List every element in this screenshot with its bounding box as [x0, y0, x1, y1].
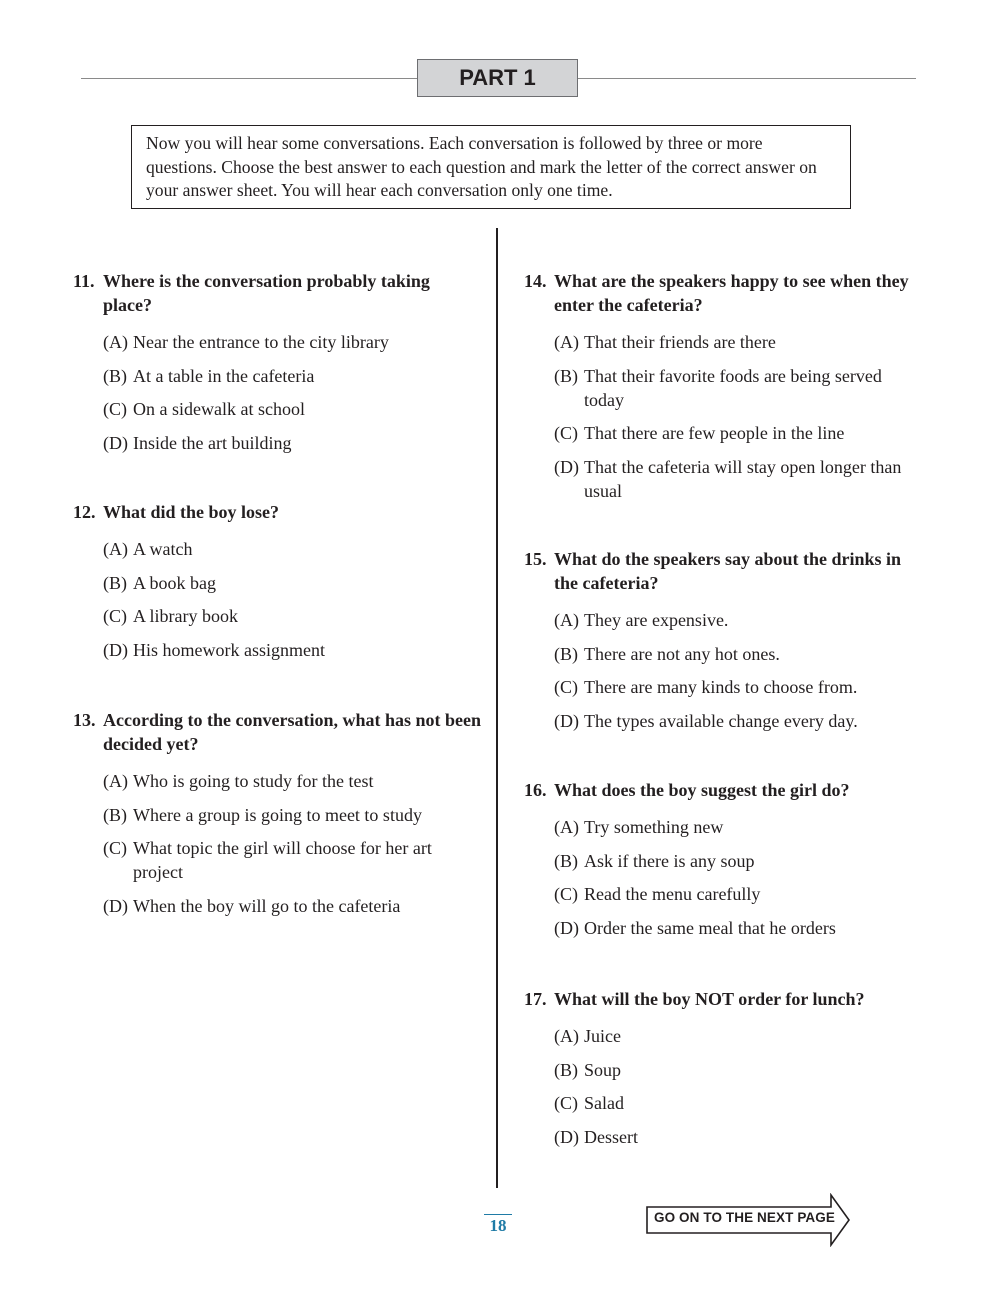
option-text: That their friends are there [584, 332, 776, 352]
option-text: The types available change every day. [584, 710, 858, 731]
part-title: PART 1 [417, 59, 578, 97]
option-letter: (D) [554, 917, 579, 938]
option-letter: (B) [103, 365, 127, 386]
question-number: 14. [524, 271, 547, 291]
option-list [73, 769, 483, 918]
option-b[interactable] [103, 571, 483, 595]
question-number: 12. [73, 502, 96, 522]
question-stem [524, 547, 924, 595]
option-text: Juice [584, 1026, 621, 1046]
option-text: They are expensive. [584, 610, 729, 630]
option-b[interactable] [554, 642, 924, 666]
column-divider [496, 228, 498, 1188]
question-13 [73, 708, 483, 927]
header-rule-left [81, 78, 418, 79]
option-letter: (B) [554, 365, 578, 386]
option-text: What topic the girl will choose for her art project [133, 838, 432, 882]
option-text: A book bag [133, 572, 216, 593]
question-number: 13. [73, 710, 96, 730]
option-letter: (A) [103, 771, 128, 791]
option-d[interactable] [554, 455, 924, 503]
header-rule-right [578, 78, 916, 79]
option-b[interactable] [554, 1058, 924, 1082]
option-a[interactable] [103, 330, 483, 354]
option-d[interactable] [103, 431, 483, 455]
option-letter: (C) [554, 1093, 578, 1113]
go-on-next-page-label: GO ON TO THE NEXT PAGE [654, 1210, 835, 1225]
option-list [73, 537, 483, 662]
go-on-next-page-button[interactable] [646, 1193, 852, 1247]
option-text: There are not any hot ones. [584, 643, 780, 664]
instructions-box: Now you will hear some conversations. Each conversation is followed by three or more questions. Choose the best answer to each question and mark the letter of the correct answer on your answer sheet. You will hear each conversation only one time. [131, 125, 851, 209]
question-text: According to the conversation, what has not been decided yet? [103, 710, 481, 754]
option-text: His homework assignment [133, 639, 325, 660]
question-text: What did the boy lose? [103, 502, 280, 522]
option-text: A watch [133, 539, 193, 559]
option-letter: (D) [554, 1126, 579, 1147]
option-letter: (C) [103, 838, 127, 858]
option-a[interactable] [554, 608, 924, 632]
option-d[interactable] [103, 638, 483, 662]
option-text: Dessert [584, 1126, 638, 1147]
option-letter: (C) [103, 399, 127, 419]
option-letter: (B) [554, 850, 578, 871]
option-text: When the boy will go to the cafeteria [133, 895, 401, 916]
option-letter: (A) [103, 539, 128, 559]
option-letter: (D) [103, 432, 128, 453]
option-a[interactable] [103, 769, 483, 793]
question-12 [73, 500, 483, 671]
option-list [73, 330, 483, 455]
question-stem [73, 269, 483, 317]
option-c[interactable] [554, 675, 924, 699]
option-letter: (C) [554, 677, 578, 697]
option-text: That the cafeteria will stay open longer than usual [584, 456, 902, 501]
option-c[interactable] [554, 1091, 924, 1115]
option-text: Read the menu carefully [584, 884, 761, 904]
option-text: That their favorite foods are being served today [584, 365, 882, 410]
question-15 [524, 547, 924, 742]
option-text: That there are few people in the line [584, 423, 845, 443]
option-text: On a sidewalk at school [133, 399, 305, 419]
option-b[interactable] [554, 849, 924, 873]
option-text: Ask if there is any soup [584, 850, 755, 871]
question-text: What are the speakers happy to see when they enter the cafeteria? [554, 271, 909, 315]
option-letter: (D) [103, 639, 128, 660]
option-letter: (C) [554, 423, 578, 443]
option-letter: (C) [554, 884, 578, 904]
option-text: There are many kinds to choose from. [584, 677, 858, 697]
option-letter: (B) [554, 1059, 578, 1080]
option-letter: (A) [554, 1026, 579, 1046]
option-list [524, 608, 924, 733]
option-text: A library book [133, 606, 238, 626]
question-number: 17. [524, 989, 547, 1009]
option-letter: (A) [554, 332, 579, 352]
option-letter: (B) [554, 643, 578, 664]
question-stem [73, 708, 483, 756]
option-a[interactable] [554, 1024, 924, 1048]
option-list [524, 1024, 924, 1149]
option-list [524, 815, 924, 940]
option-text: Near the entrance to the city library [133, 332, 389, 352]
question-16 [524, 778, 924, 949]
question-number: 15. [524, 549, 547, 569]
option-text: Try something new [584, 817, 724, 837]
option-c[interactable] [103, 836, 483, 884]
option-text: Where a group is going to meet to study [133, 804, 422, 825]
option-text: Order the same meal that he orders [584, 917, 836, 938]
option-a[interactable] [103, 537, 483, 561]
option-text: Soup [584, 1059, 622, 1080]
option-letter: (B) [103, 572, 127, 593]
option-d[interactable] [554, 916, 924, 940]
option-b[interactable] [103, 364, 483, 388]
question-number: 16. [524, 780, 547, 800]
option-text: At a table in the cafeteria [133, 365, 315, 386]
page-number: 18 [484, 1214, 512, 1237]
option-d[interactable] [554, 709, 924, 733]
option-text: Inside the art building [133, 432, 292, 453]
option-d[interactable] [103, 894, 483, 918]
option-letter: (A) [103, 332, 128, 352]
option-list [524, 330, 924, 503]
option-c[interactable] [554, 421, 924, 445]
question-stem [524, 269, 924, 317]
question-stem [73, 500, 483, 524]
option-a[interactable] [554, 815, 924, 839]
option-letter: (D) [103, 895, 128, 916]
question-text: Where is the conversation probably taking place? [103, 271, 430, 315]
option-c[interactable] [103, 604, 483, 628]
question-stem [524, 987, 924, 1011]
question-11 [73, 269, 483, 464]
option-letter: (A) [554, 610, 579, 630]
option-letter: (A) [554, 817, 579, 837]
option-b[interactable] [554, 364, 924, 412]
question-17 [524, 987, 924, 1158]
option-letter: (D) [554, 710, 579, 731]
option-b[interactable] [103, 803, 483, 827]
option-text: Who is going to study for the test [133, 771, 374, 791]
option-c[interactable] [103, 397, 483, 421]
option-text: Salad [584, 1093, 624, 1113]
option-a[interactable] [554, 330, 924, 354]
question-text: What do the speakers say about the drinks in the cafeteria? [554, 549, 902, 593]
option-letter: (B) [103, 804, 127, 825]
question-text: What does the boy suggest the girl do? [554, 780, 850, 800]
question-14 [524, 269, 924, 512]
question-stem [524, 778, 924, 802]
option-letter: (D) [554, 456, 579, 477]
option-d[interactable] [554, 1125, 924, 1149]
option-letter: (C) [103, 606, 127, 626]
question-text: What will the boy NOT order for lunch? [554, 989, 865, 1009]
question-number: 11. [73, 271, 95, 291]
option-c[interactable] [554, 882, 924, 906]
